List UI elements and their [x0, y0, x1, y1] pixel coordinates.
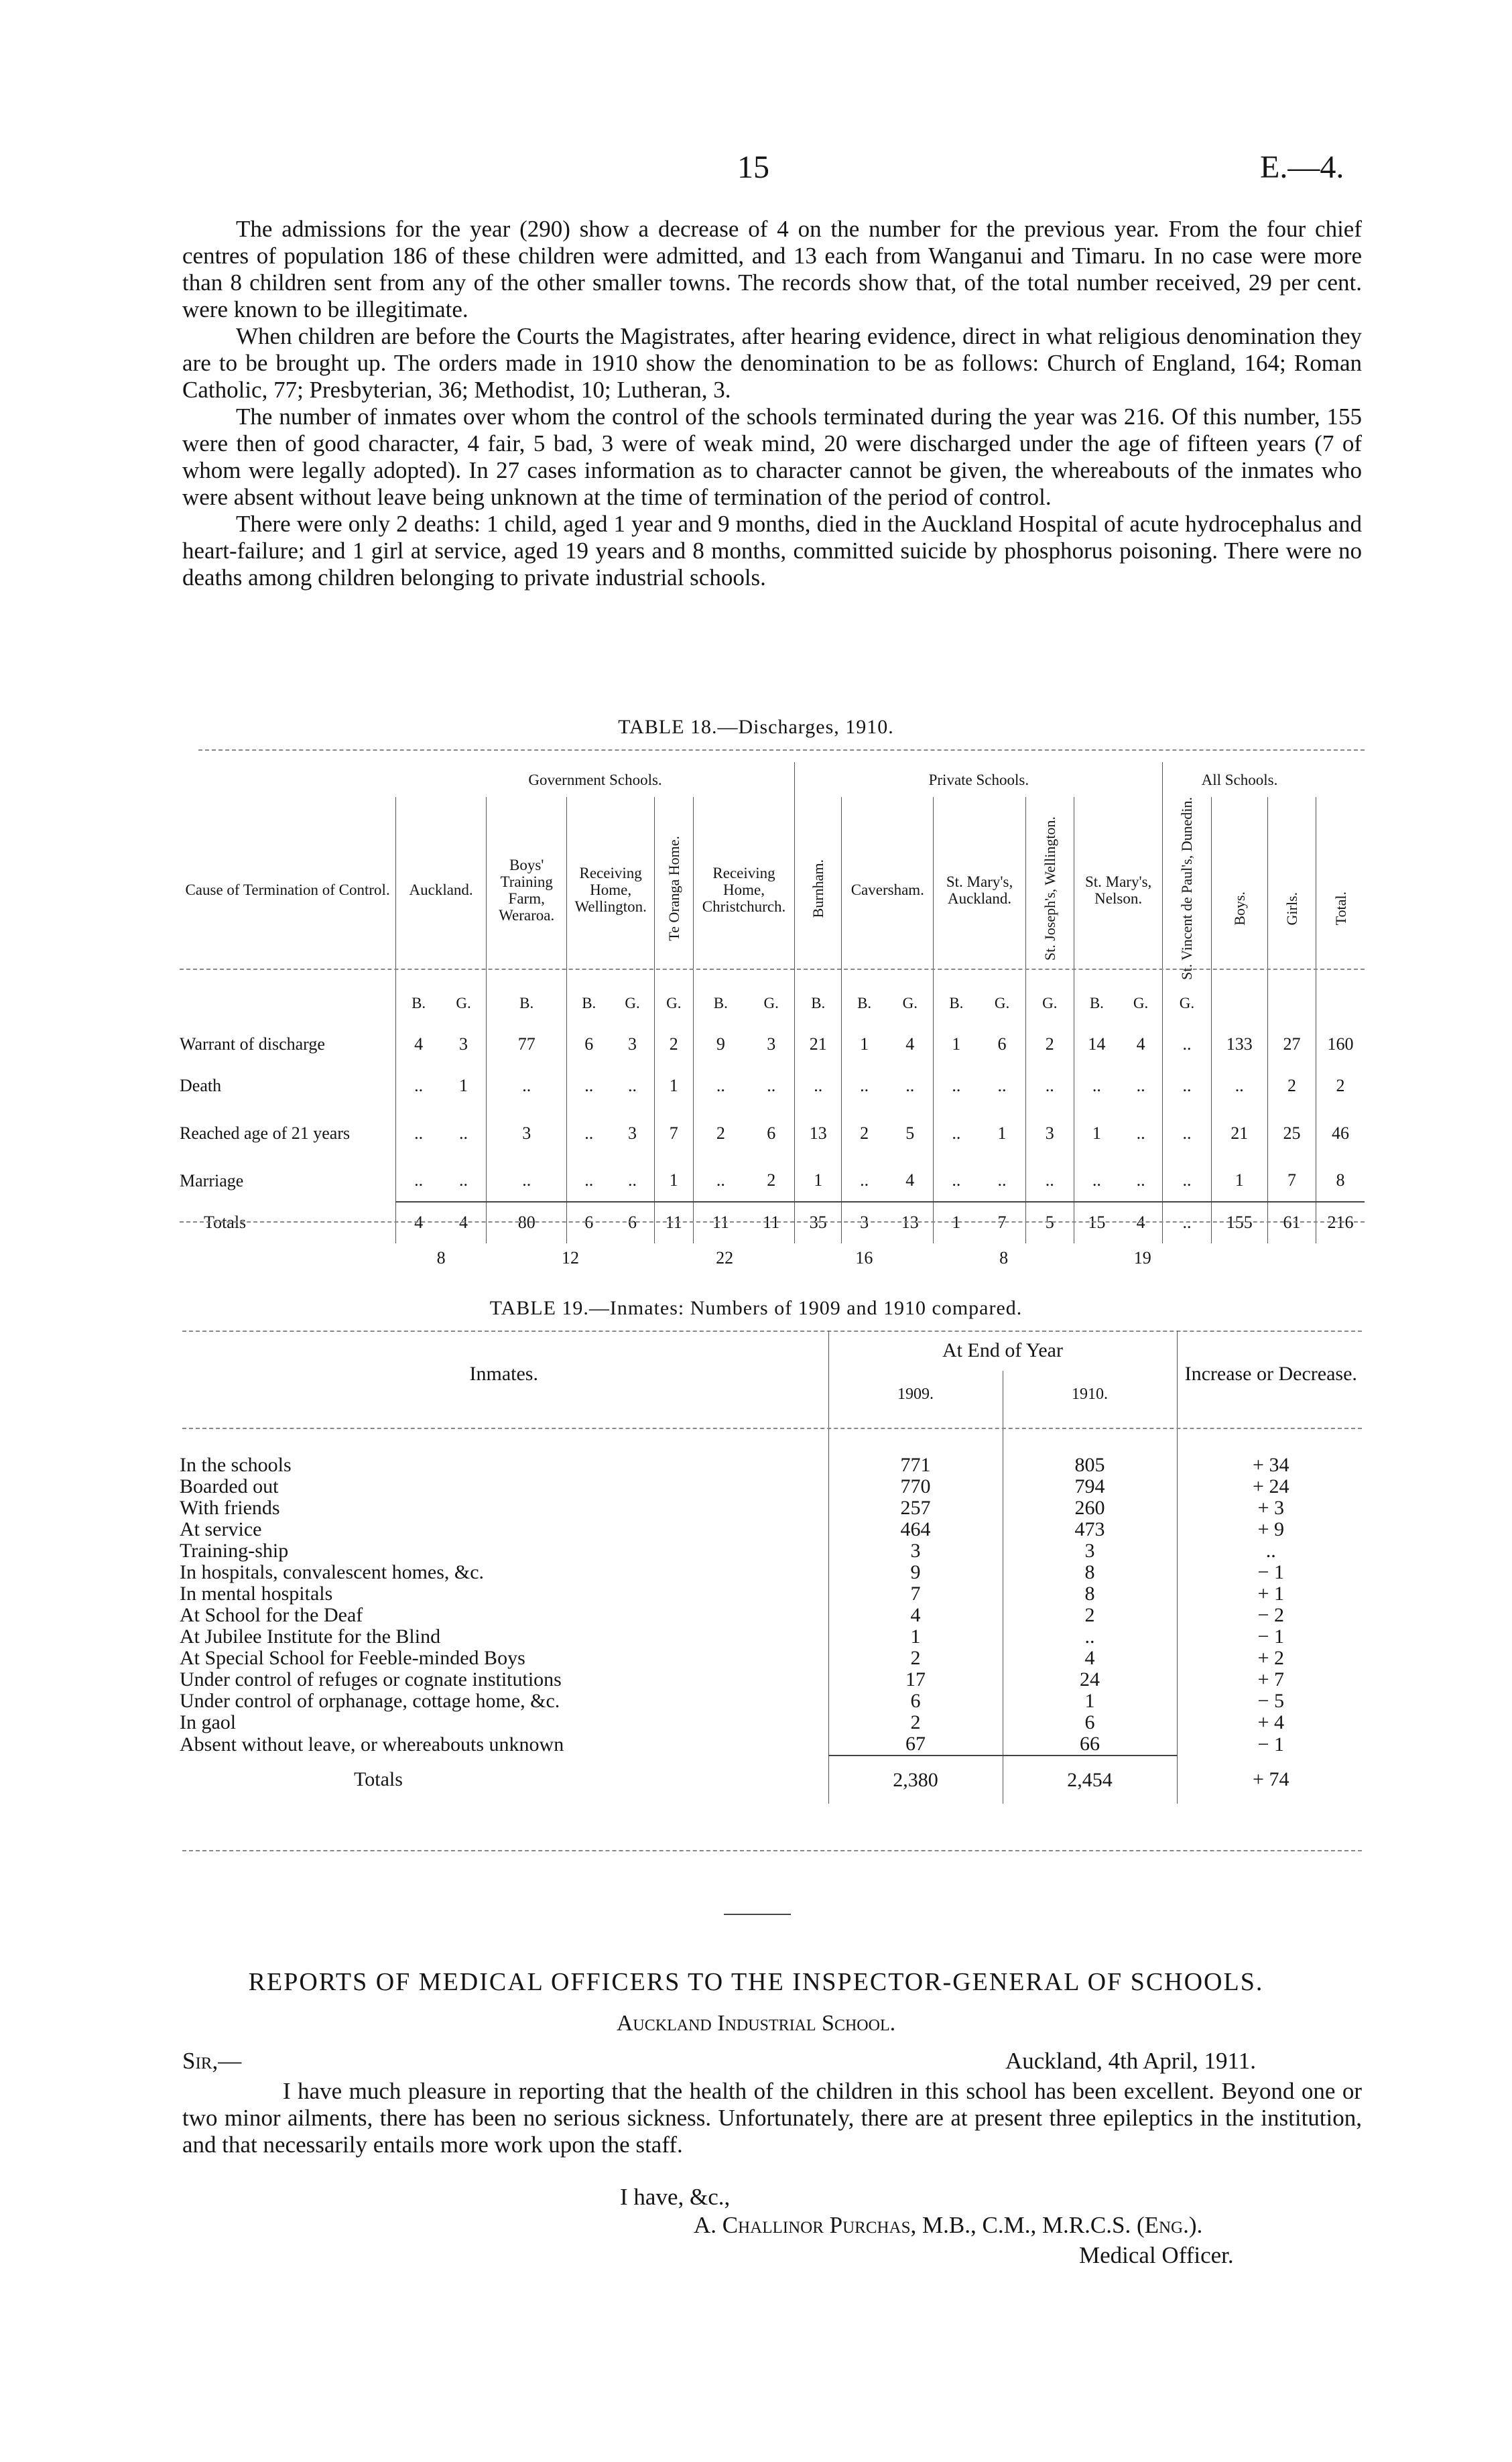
table-cell: ..	[567, 1107, 611, 1160]
value-1909: 67	[828, 1733, 1003, 1756]
report-subtitle: Auckland Industrial School.	[616, 2011, 896, 2036]
table-cell: 133	[1211, 1024, 1267, 1065]
sex-header: G.	[625, 995, 640, 1012]
table-cell: 2	[693, 1107, 748, 1160]
table-row	[180, 1583, 1365, 1605]
value-1910: 794	[1003, 1476, 1177, 1497]
table-cell: 1	[1074, 1107, 1119, 1160]
row-label: Reached age of 21 years	[180, 1123, 351, 1143]
table-cell: 8	[1316, 1160, 1365, 1202]
total-cell: 1	[934, 1202, 979, 1243]
table-cell: 1	[997, 1123, 1007, 1143]
sex-header: B.	[795, 983, 842, 1024]
total-cell: 80	[487, 1202, 567, 1243]
totals-label: Totals	[204, 1212, 247, 1232]
value-1909: 9	[828, 1562, 1003, 1583]
value-1909: 1	[828, 1626, 1003, 1648]
value-1909: 257	[828, 1497, 1003, 1519]
sex-header: B.	[396, 983, 441, 1024]
table-row	[180, 1562, 1365, 1583]
totals-label: Totals	[354, 1768, 403, 1790]
inmate-label: In gaol	[180, 1711, 237, 1733]
table-cell: 2	[842, 1107, 887, 1160]
table-row	[180, 1626, 1365, 1648]
combined-total: 8	[999, 1248, 1009, 1268]
col-christchurch: Receiving Home, Christchurch.	[693, 797, 795, 983]
table-row	[180, 1690, 1365, 1712]
sex-header: B.	[842, 983, 887, 1024]
value-1910: 4	[1003, 1648, 1177, 1669]
table-cell: ..	[997, 1075, 1007, 1095]
sex-header: G.	[654, 983, 693, 1024]
sex-header: G.	[1133, 995, 1149, 1012]
col-st-vincent: St. Vincent de Paul's, Dunedin.	[1178, 797, 1196, 980]
table-cell: 4	[1136, 1034, 1145, 1054]
table-cell: ..	[487, 1160, 567, 1202]
col-st-marys-nelson: St. Mary's, Nelson.	[1074, 797, 1162, 983]
table-cell: 3	[459, 1034, 468, 1054]
year-1909-header: 1909.	[828, 1371, 1003, 1418]
table-cell: 1	[1211, 1160, 1267, 1202]
table-cell: ..	[1163, 1107, 1211, 1160]
table-cell: ..	[459, 1170, 468, 1190]
col-burnham: Burnham.	[810, 859, 827, 918]
col-auckland: Auckland.	[396, 797, 487, 983]
value-change: + 24	[1177, 1476, 1365, 1497]
table-row	[180, 1712, 1365, 1733]
combined-total: 19	[1133, 1248, 1151, 1268]
position: Medical Officer.	[1079, 2242, 1234, 2268]
value-1909: 770	[828, 1476, 1003, 1497]
total-cell: 61	[1267, 1202, 1316, 1243]
value-1910: ..	[1003, 1626, 1177, 1648]
table-cell: ..	[1163, 1024, 1211, 1065]
value-change: − 2	[1177, 1605, 1365, 1626]
total-change: + 74	[1177, 1756, 1365, 1804]
table-row	[180, 1519, 1365, 1540]
inmate-label: Boarded out	[180, 1475, 279, 1497]
table-cell: 21	[795, 1024, 842, 1065]
table-cell: 21	[1211, 1107, 1267, 1160]
table-row	[180, 1733, 1365, 1756]
table-cell: 1	[459, 1075, 468, 1095]
value-1909: 6	[828, 1690, 1003, 1712]
sex-header: B.	[487, 983, 567, 1024]
document-reference: E.—4.	[1260, 149, 1344, 185]
value-change: − 1	[1177, 1626, 1365, 1648]
col-weraroa: Boys' Training Farm, Weraroa.	[487, 797, 567, 983]
value-1910: 66	[1003, 1733, 1177, 1756]
table-cell: 5	[905, 1123, 915, 1143]
value-1910: 1	[1003, 1690, 1177, 1712]
value-1910: 2	[1003, 1605, 1177, 1626]
body-paragraphs	[182, 216, 1362, 591]
paragraph-admissions: The admissions for the year (290) show a decrease of 4 on the number for the previous year. From the four chief centres of population 186 of these children were admitted, and 13 each from Wanganui and Timaru. In no case were more than 8 children sent from any of the other smaller towns. The records show that, of the total number received, 29 per cent. were known to be illegitimate.	[182, 216, 1362, 322]
value-1909: 3	[828, 1540, 1003, 1562]
inmate-label: At service	[180, 1518, 262, 1540]
inmate-label: With friends	[180, 1497, 280, 1519]
table-cell: ..	[934, 1160, 979, 1202]
combined-total: 12	[561, 1248, 579, 1268]
total-cell: 6	[567, 1202, 611, 1243]
discharges-table	[180, 762, 1365, 1274]
total-1909: 2,380	[828, 1756, 1003, 1804]
value-1909: 4	[828, 1605, 1003, 1626]
table-cell: 27	[1267, 1024, 1316, 1065]
value-1909: 2	[828, 1648, 1003, 1669]
table-cell: 4	[396, 1024, 441, 1065]
total-cell: 216	[1316, 1202, 1365, 1243]
table-cell: 13	[795, 1107, 842, 1160]
table-cell: 14	[1074, 1024, 1119, 1065]
inmates-table	[180, 1331, 1365, 1804]
col-st-josephs: St. Joseph's, Wellington.	[1041, 816, 1058, 961]
table-cell: 7	[654, 1107, 693, 1160]
table-cell: 160	[1316, 1024, 1365, 1065]
table-cell: ..	[1136, 1075, 1145, 1095]
table18-top-rule	[198, 749, 1365, 751]
value-1909: 17	[828, 1669, 1003, 1690]
table-cell: 2	[1316, 1065, 1365, 1107]
change-header: Increase or Decrease.	[1177, 1331, 1365, 1418]
signature: A. Challinor Purchas, M.B., C.M., M.R.C.S. (Eng.).	[694, 2212, 1203, 2238]
table-cell: 2	[1267, 1065, 1316, 1107]
table-cell: ..	[487, 1065, 567, 1107]
sex-header: G.	[1163, 983, 1211, 1024]
paragraph-denomination: When children are before the Courts the Magistrates, after hearing evidence, direct in what religious denomination they are to be brought up. The orders made in 1910 show the denomination to be as follows: Church of England, 164; Roman Catholic, 77; Presbyterian, 36; Methodist, 10; Lutheran, 3.	[182, 323, 1362, 403]
col-st-marys-auckland: St. Mary's, Auckland.	[934, 797, 1025, 983]
page-number: 15	[737, 149, 769, 185]
col-wellington: Receiving Home, Wellington.	[567, 797, 654, 983]
value-change: + 1	[1177, 1583, 1365, 1605]
table-cell: 2	[654, 1024, 693, 1065]
table-cell: ..	[396, 1065, 441, 1107]
value-1910: 6	[1003, 1712, 1177, 1733]
closing: I have, &c.,	[620, 2184, 731, 2210]
total-1910: 2,454	[1003, 1756, 1177, 1804]
table-cell: 1	[842, 1024, 887, 1065]
private-schools-header: Private Schools.	[795, 762, 1163, 797]
table-cell: ..	[1074, 1160, 1119, 1202]
table-cell: ..	[934, 1065, 979, 1107]
table-cell: 6	[767, 1123, 776, 1143]
value-1910: 3	[1003, 1540, 1177, 1562]
inmate-label: In the schools	[180, 1454, 292, 1476]
table18-bottom-rule	[180, 1221, 1365, 1223]
table-row	[180, 1455, 1365, 1476]
table-cell: ..	[567, 1160, 611, 1202]
table-cell: ..	[459, 1123, 468, 1143]
paragraph-deaths: There were only 2 deaths: 1 child, aged 1 year and 9 months, died in the Auckland Hospital of acute hydrocephalus and heart-failure; and 1 girl at service, aged 19 years and 8 months, committed suicide by phosphorus poisoning. There were no deaths among children belonging to private industrial schools.	[182, 511, 1362, 591]
value-change: + 9	[1177, 1519, 1365, 1540]
table-row	[180, 1476, 1365, 1497]
total-cell: 7	[979, 1202, 1025, 1243]
sex-header: G.	[902, 995, 918, 1012]
table-row	[180, 1065, 1365, 1107]
inmate-label: At Jubilee Institute for the Blind	[180, 1625, 441, 1648]
value-change: + 3	[1177, 1497, 1365, 1519]
total-cell: 6	[611, 1202, 654, 1243]
value-change: + 2	[1177, 1648, 1365, 1669]
table18-header-rule	[180, 969, 1365, 970]
table-cell: 1	[795, 1160, 842, 1202]
table-cell: 1	[654, 1065, 693, 1107]
table-cell: ..	[1025, 1065, 1074, 1107]
sex-header: G.	[763, 995, 779, 1012]
table-cell: 4	[905, 1170, 915, 1190]
inmates-header: Inmates.	[469, 1363, 538, 1385]
value-1910: 260	[1003, 1497, 1177, 1519]
table-cell: ..	[934, 1107, 979, 1160]
total-cell: 155	[1211, 1202, 1267, 1243]
all-schools-header: All Schools.	[1163, 762, 1316, 797]
table-cell: ..	[693, 1160, 748, 1202]
sex-header: G.	[1025, 983, 1074, 1024]
table-cell: 3	[1025, 1107, 1074, 1160]
table19-header-rule	[182, 1428, 1362, 1429]
total-cell: 5	[1025, 1202, 1074, 1243]
total-cell: 11	[693, 1202, 748, 1243]
row-label: Marriage	[180, 1170, 244, 1190]
totals-row	[180, 1756, 1365, 1804]
value-1910: 805	[1003, 1455, 1177, 1476]
table-row	[180, 1107, 1365, 1160]
row-label: Death	[180, 1075, 222, 1095]
table-cell: 3	[487, 1107, 567, 1160]
total-cell: 4	[441, 1202, 486, 1243]
table-cell: ..	[1136, 1123, 1145, 1143]
value-change: + 34	[1177, 1455, 1365, 1476]
inmate-label: At Special School for Feeble-minded Boys	[180, 1647, 525, 1669]
report-title: REPORTS OF MEDICAL OFFICERS TO THE INSPECTOR-GENERAL OF SCHOOLS.	[248, 1968, 1264, 1996]
inmate-label: Under control of refuges or cognate institutions	[180, 1668, 562, 1690]
table-cell: 46	[1316, 1107, 1365, 1160]
paragraph-terminations: The number of inmates over whom the control of the schools terminated during the year was 216. Of this number, 155 were then of good character, 4 fair, 5 bad, 3 were of weak mind, 20 were discharged under the age of fifteen years (7 of whom were legally adopted). In 27 cases information as to character cannot be given, the whereabouts of the inmates who were absent without leave being unknown at the time of termination of the period of control.	[182, 404, 1362, 510]
combined-total: 16	[855, 1248, 873, 1268]
table-cell: 6	[997, 1034, 1007, 1054]
table-cell: 3	[628, 1034, 637, 1054]
table-cell: 1	[934, 1024, 979, 1065]
total-cell: 35	[795, 1202, 842, 1243]
value-change: − 1	[1177, 1562, 1365, 1583]
value-change: − 5	[1177, 1690, 1365, 1712]
col-girls: Girls.	[1283, 891, 1300, 926]
inmate-label: Training-ship	[180, 1540, 289, 1562]
table19-caption: TABLE 19.—Inmates: Numbers of 1909 and 1910 compared.	[489, 1297, 1023, 1319]
table-row	[180, 1669, 1365, 1690]
table-cell: ..	[795, 1065, 842, 1107]
table-row	[180, 1605, 1365, 1626]
inmate-label: Absent without leave, or whereabouts unknown	[180, 1733, 564, 1756]
col-total: Total.	[1332, 891, 1349, 926]
table-cell: 7	[1267, 1160, 1316, 1202]
table-cell: ..	[396, 1160, 441, 1202]
section-divider	[724, 1914, 791, 1915]
total-cell: 15	[1074, 1202, 1119, 1243]
col-boys: Boys.	[1231, 891, 1248, 926]
combined-total: 8	[436, 1248, 446, 1268]
sex-header: B.	[693, 983, 748, 1024]
sex-header: G.	[456, 995, 471, 1012]
value-1909: 771	[828, 1455, 1003, 1476]
table-cell: 3	[628, 1123, 637, 1143]
table-cell: ..	[1136, 1170, 1145, 1190]
report-body: I have much pleasure in reporting that the health of the children in this school has been excellent. Beyond one or two minor ailments, there has been no serious sickness. Unfortunately, there are at present three epileptics in the institution, and that necessarily entails more work upon the staff.	[182, 2078, 1362, 2158]
table-row	[180, 1497, 1365, 1519]
value-1910: 8	[1003, 1583, 1177, 1605]
sex-header: B.	[567, 983, 611, 1024]
table-cell: ..	[693, 1065, 748, 1107]
table-cell: ..	[1074, 1065, 1119, 1107]
end-of-year-header: At End of Year	[828, 1331, 1177, 1371]
table-cell: 2	[1025, 1024, 1074, 1065]
row-label: Warrant of discharge	[180, 1034, 325, 1054]
table-cell: ..	[1163, 1160, 1211, 1202]
table-row	[180, 1160, 1365, 1202]
government-schools-header: Government Schools.	[528, 771, 662, 788]
table-row	[180, 1540, 1365, 1562]
table-cell: 4	[905, 1034, 915, 1054]
table-cell: 77	[487, 1024, 567, 1065]
value-change: − 1	[1177, 1733, 1365, 1756]
table-cell: ..	[1163, 1065, 1211, 1107]
table19-bottom-rule	[182, 1850, 1362, 1851]
table-cell: ..	[767, 1075, 776, 1095]
combined-total: 22	[716, 1248, 734, 1268]
table18-caption: TABLE 18.—Discharges, 1910.	[618, 716, 894, 738]
table-cell: ..	[997, 1170, 1007, 1190]
table-cell: ..	[1211, 1065, 1267, 1107]
sex-header: B.	[1074, 983, 1119, 1024]
value-change: + 4	[1177, 1712, 1365, 1733]
total-cell: 13	[887, 1202, 934, 1243]
table-cell: ..	[567, 1065, 611, 1107]
sex-header-row	[180, 983, 1365, 1024]
total-cell: 11	[748, 1202, 795, 1243]
table-cell: 6	[567, 1024, 611, 1065]
table-cell: ..	[628, 1075, 637, 1095]
total-cell: ..	[1163, 1202, 1211, 1243]
table-cell: ..	[905, 1075, 915, 1095]
value-change: + 7	[1177, 1669, 1365, 1690]
value-1910: 8	[1003, 1562, 1177, 1583]
value-1910: 24	[1003, 1669, 1177, 1690]
table-cell: ..	[1025, 1160, 1074, 1202]
place-date: Auckland, 4th April, 1911.	[1005, 2048, 1256, 2074]
table-cell: 2	[767, 1170, 776, 1190]
col-te-oranga: Te Oranga Home.	[665, 836, 682, 941]
value-1909: 2	[828, 1712, 1003, 1733]
total-cell: 4	[1119, 1202, 1163, 1243]
table-cell: 3	[767, 1034, 776, 1054]
cause-header: Cause of Termination of Control.	[185, 881, 390, 899]
inmate-label: In hospitals, convalescent homes, &c.	[180, 1561, 485, 1583]
inmate-label: Under control of orphanage, cottage home, &c.	[180, 1690, 560, 1712]
col-caversham: Caversham.	[842, 797, 934, 983]
table-cell: ..	[842, 1160, 887, 1202]
total-cell: 3	[842, 1202, 887, 1243]
value-1909: 464	[828, 1519, 1003, 1540]
sex-header: B.	[934, 983, 979, 1024]
table-row	[180, 1648, 1365, 1669]
combined-row	[180, 1243, 1365, 1274]
table-row	[180, 1024, 1365, 1065]
table-cell: ..	[396, 1107, 441, 1160]
value-change: ..	[1177, 1540, 1365, 1562]
total-cell: 11	[654, 1202, 693, 1243]
value-1910: 473	[1003, 1519, 1177, 1540]
table-cell: 9	[693, 1024, 748, 1065]
table-cell: 25	[1267, 1107, 1316, 1160]
table-cell: ..	[842, 1065, 887, 1107]
inmate-label: At School for the Deaf	[180, 1604, 363, 1626]
table-cell: ..	[628, 1170, 637, 1190]
inmate-label: In mental hospitals	[180, 1583, 333, 1605]
year-1910-header: 1910.	[1003, 1371, 1177, 1418]
sex-header: G.	[994, 995, 1010, 1012]
value-1909: 7	[828, 1583, 1003, 1605]
salutation: Sir,—	[182, 2048, 242, 2074]
table-cell: 1	[654, 1160, 693, 1202]
total-cell: 4	[396, 1202, 441, 1243]
